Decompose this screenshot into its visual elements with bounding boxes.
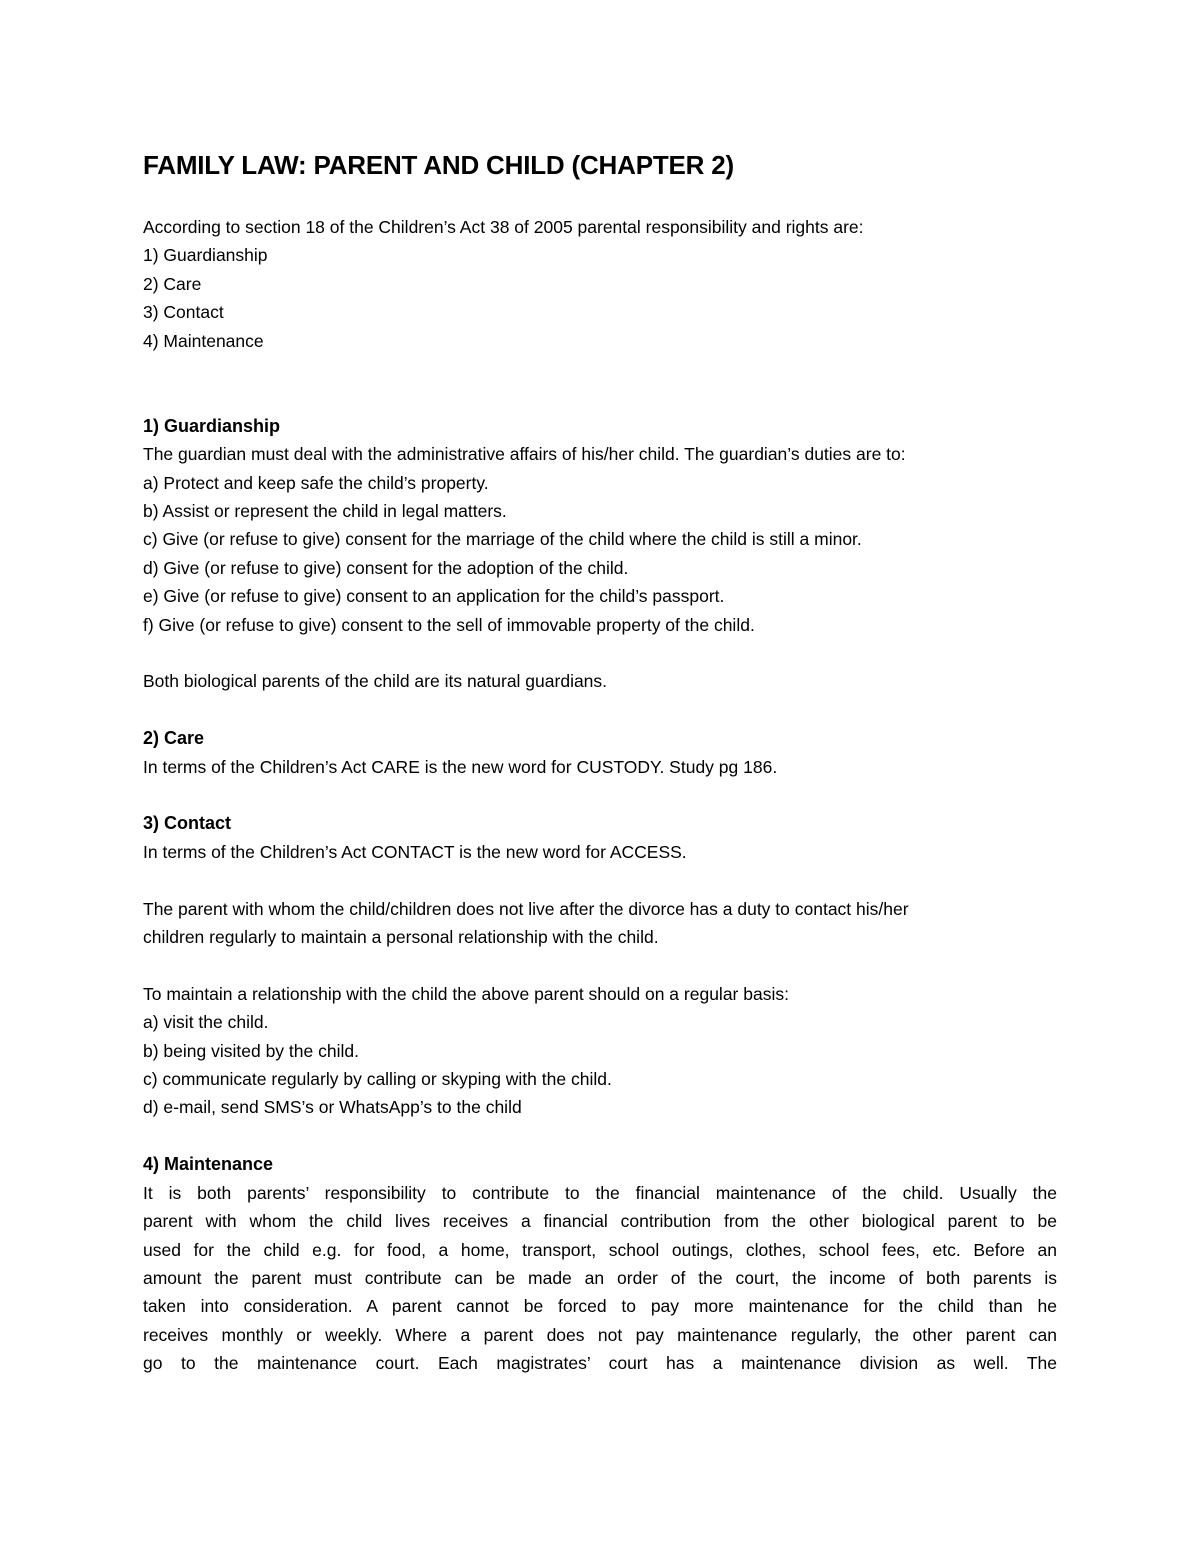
section-heading-maintenance: 4) Maintenance <box>143 1154 274 1175</box>
intro-list-item: 1) Guardianship <box>143 245 268 266</box>
contact-text: In terms of the Children’s Act CONTACT is the new word for ACCESS. <box>143 841 687 862</box>
intro-sentence: According to section 18 of the Children’s Act 38 of 2005 parental responsibility and rights are: <box>143 217 864 237</box>
maintenance-line: used for the child e.g. for food, a home, transport, school outings, clothes, school fees, etc. Before an <box>143 1239 1057 1260</box>
guardian-duty-item: e) Give (or refuse to give) consent to an application for the child’s passport. <box>143 586 725 607</box>
maintenance-line: It is both parents’ responsibility to contribute to the financial maintenance of the child. Usually the <box>143 1182 1057 1203</box>
contact-duty-line: children regularly to maintain a personal relationship with the child. <box>143 927 659 948</box>
contact-list-item: a) visit the child. <box>143 1012 269 1033</box>
intro-list-item: 3) Contact <box>143 302 224 323</box>
contact-maintain-lead: To maintain a relationship with the child the above parent should on a regular basis: <box>143 983 789 1004</box>
intro-list-item: 2) Care <box>143 273 202 294</box>
maintenance-line: go to the maintenance court. Each magistrates’ court has a maintenance division as well. The <box>143 1353 1057 1374</box>
maintenance-line: receives monthly or weekly. Where a parent does not pay maintenance regularly, the other parent can <box>143 1324 1057 1345</box>
guardian-duty-item: d) Give (or refuse to give) consent for the adoption of the child. <box>143 557 629 578</box>
contact-list-item: c) communicate regularly by calling or skyping with the child. <box>143 1069 612 1090</box>
contact-list-item: b) being visited by the child. <box>143 1040 359 1061</box>
guardian-duty-item: a) Protect and keep safe the child’s property. <box>143 472 489 493</box>
maintenance-line: taken into consideration. A parent cannot be forced to pay more maintenance for the child than he <box>143 1296 1057 1317</box>
contact-list-item: d) e-mail, send SMS’s or WhatsApp’s to the child <box>143 1097 522 1118</box>
section-heading-guardianship: 1) Guardianship <box>143 415 281 436</box>
maintenance-line: parent with whom the child lives receives a financial contribution from the other biological parent to be <box>143 1211 1057 1232</box>
contact-duty-line: The parent with whom the child/children does not live after the divorce has a duty to contact his/her <box>143 898 909 919</box>
maintenance-line: amount the parent must contribute can be made an order of the court, the income of both parents is <box>143 1267 1057 1288</box>
guardianship-lead: The guardian must deal with the administrative affairs of his/her child. The guardian’s duties are to: <box>143 444 906 465</box>
intro-list-item: 4) Maintenance <box>143 330 264 351</box>
section-heading-contact: 3) Contact <box>143 813 232 834</box>
section-heading-care: 2) Care <box>143 728 205 749</box>
guardian-duty-item: f) Give (or refuse to give) consent to the sell of immovable property of the child. <box>143 614 755 635</box>
guardian-duty-item: c) Give (or refuse to give) consent for the marriage of the child where the child is still a minor. <box>143 529 862 550</box>
care-text: In terms of the Children’s Act CARE is the new word for CUSTODY. Study pg 186. <box>143 756 778 777</box>
document-title: FAMILY LAW: PARENT AND CHILD (CHAPTER 2) <box>143 150 734 180</box>
document-body <box>143 150 1057 1378</box>
guardianship-note: Both biological parents of the child are its natural guardians. <box>143 671 608 692</box>
guardian-duty-item: b) Assist or represent the child in legal matters. <box>143 501 507 522</box>
